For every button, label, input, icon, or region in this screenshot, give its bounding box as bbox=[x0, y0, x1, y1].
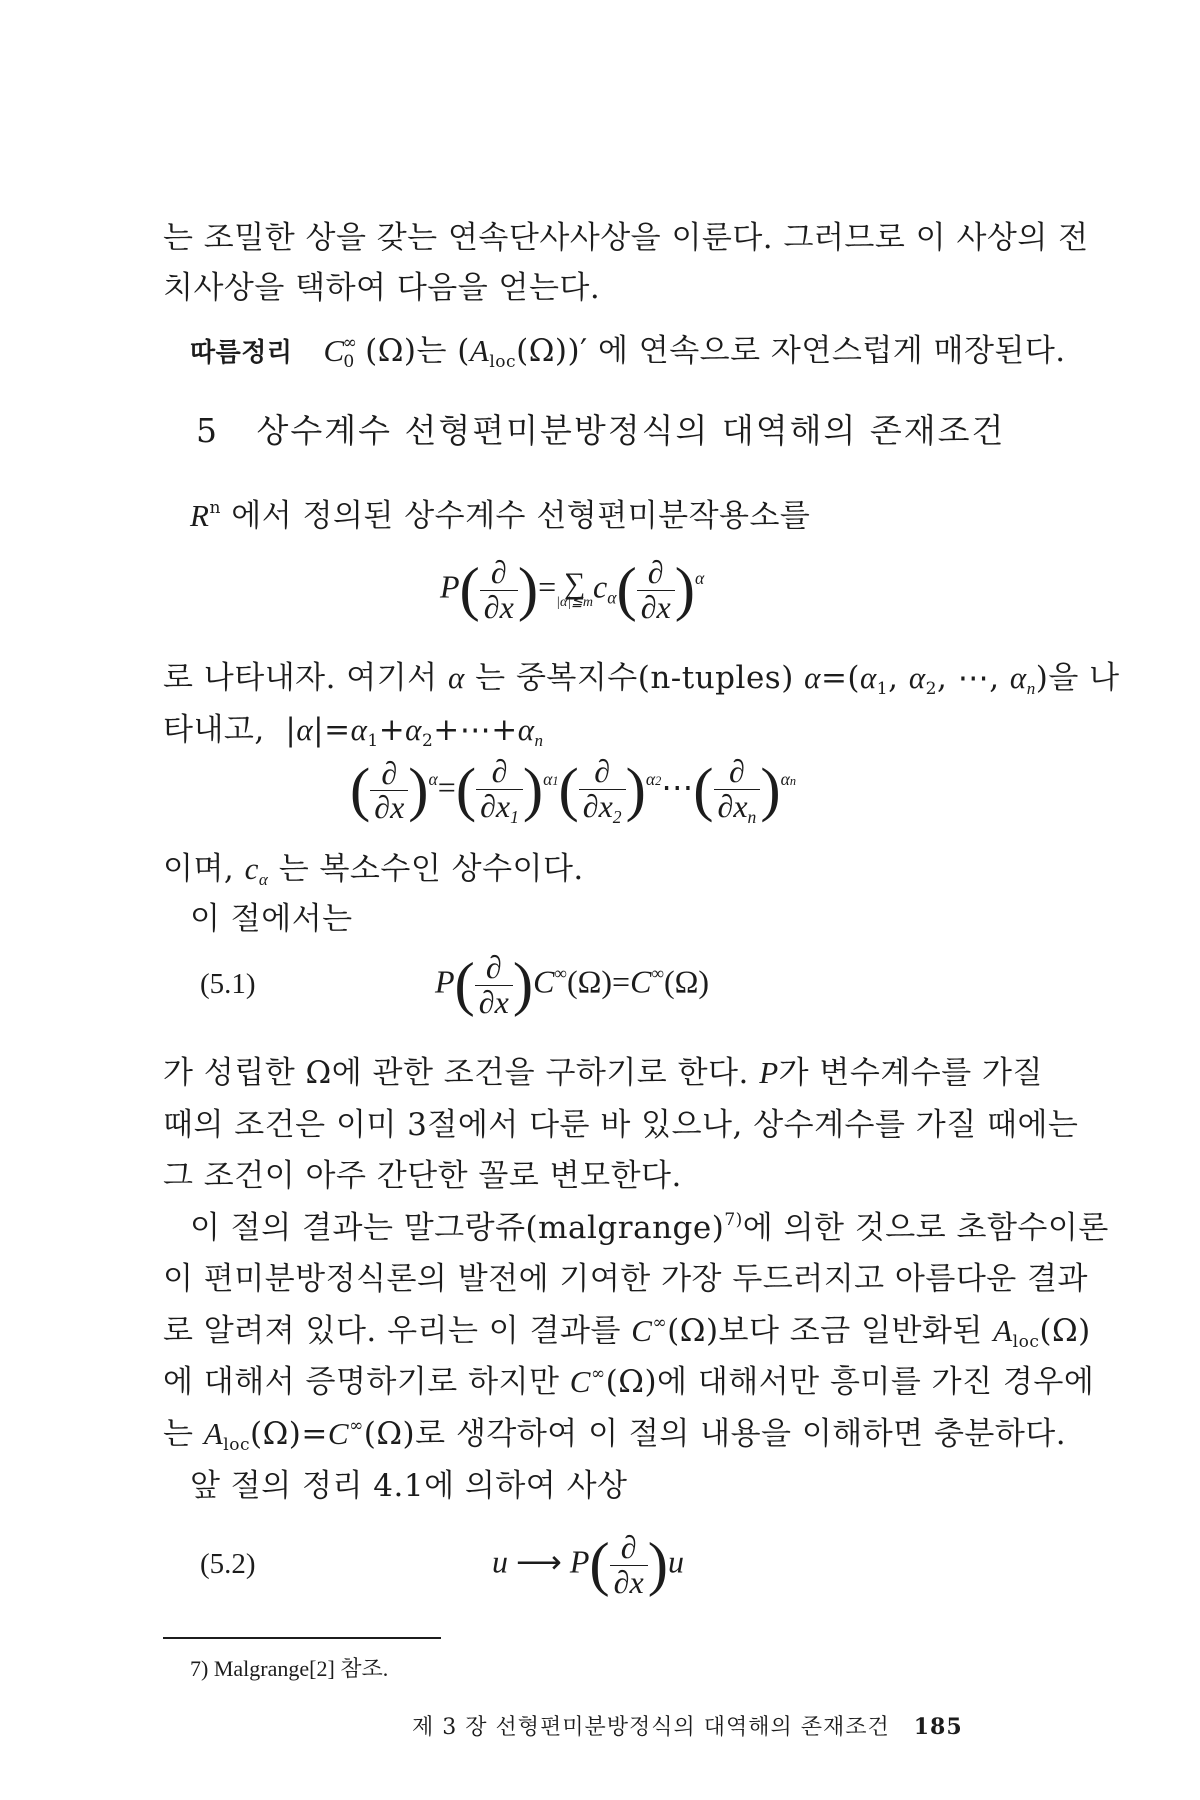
footer-chapter: 제 3 장 선형편미분방정식의 대역해의 존재조건 bbox=[412, 1715, 890, 1740]
paragraph-line: 이 절의 결과는 말그랑쥬(malgrange)$^{7)}$에 의한 것으로 초함수이론 bbox=[190, 1210, 1109, 1246]
footer-page-number: 185 bbox=[913, 1714, 963, 1740]
paragraph-line: 로 나타내자. 여기서 α 는 중복지수(n-tuples) $\alpha=(\alpha_1$, $\alpha_2$, ⋯, $\alpha_n$)을 나 bbox=[163, 660, 1120, 699]
paragraph-line: 에 대해서 증명하기로 하지만 C∞(Ω)에 대해서만 흥미를 가진 경우에 bbox=[163, 1364, 1095, 1400]
section-heading bbox=[196, 405, 1005, 452]
section-title: 상수계수 선형편미분방정식의 대역해의 존재조건 bbox=[256, 411, 1006, 450]
corollary: 따름정리 $C^\infty_0$ (Ω)는 $(A_{loc}(\Omega))'$ 에 연속으로 자연스럽게 매장된다. bbox=[190, 333, 1066, 372]
paragraph-line: 로 알려져 있다. 우리는 이 결과를 C∞(Ω)보다 조금 일반화된 $A_{loc}(\Omega)$ bbox=[163, 1313, 1091, 1352]
paragraph-line: 그 조건이 아주 간단한 꼴로 변모한다. bbox=[163, 1158, 682, 1194]
footnote: 7) Malgrange[2] 참조. bbox=[190, 1656, 389, 1681]
paragraph-line: 타내고, $|\alpha|=\alpha_1+\alpha_2+\cdots+\alpha_n$ bbox=[163, 712, 544, 751]
paragraph-line: 이며, $c_\alpha$ 는 복소수인 상수이다. bbox=[163, 851, 584, 889]
equation-5-1: P( $\frac{\partial}{\partial x}$ )C∞(Ω)=C∞(Ω) bbox=[435, 948, 710, 1020]
corollary-label: 따름정리 bbox=[190, 338, 293, 368]
equation-number: (5.1) bbox=[200, 968, 256, 1000]
paragraph-line: 가 성립한 Ω에 관한 조건을 구하기로 한다. P가 변수계수를 가질 bbox=[163, 1055, 1043, 1091]
paragraph-line: 치사상을 택하여 다음을 얻는다. bbox=[163, 270, 601, 306]
paragraph-line: 때의 조건은 이미 3절에서 다룬 바 있으나, 상수계수를 가질 때에는 bbox=[163, 1107, 1079, 1143]
equation-number: (5.2) bbox=[200, 1548, 256, 1580]
paragraph-line: 앞 절의 정리 4.1에 의하여 사상 bbox=[190, 1468, 628, 1504]
paragraph-line: $R^n$ 에서 정의된 상수계수 선형편미분작용소를 bbox=[190, 498, 811, 534]
paragraph-line: 는 조밀한 상을 갖는 연속단사사상을 이룬다. 그러므로 이 사상의 전 bbox=[163, 220, 1089, 256]
formula-multi-index: ( $\frac{\partial}{\partial x}$ )$^\alpha$=( $\frac{\partial}{\partial x_1}$ )$^{\alpha 1}$( $\frac{\partial}{\partial x_2}$ )$^{\alpha 2}$⋯( $\frac{\partial}{\partial x_n}$ )$^{\alpha n}$ bbox=[350, 753, 796, 827]
footnote-rule bbox=[163, 1637, 441, 1639]
paragraph-line: 이 편미분방정식론의 발전에 기여한 가장 두드러지고 아름다운 결과 bbox=[163, 1261, 1088, 1297]
running-footer bbox=[412, 1710, 963, 1741]
formula-operator-definition: P( $\frac{\partial}{\partial x}$ )= ∑ |α|≦m $c_\alpha$( $\frac{\partial}{\partial x}$ )$^\alpha$ bbox=[440, 553, 705, 625]
section-number: 5 bbox=[196, 411, 219, 450]
paragraph-line: 이 절에서는 bbox=[190, 901, 353, 937]
paragraph-line: 는 $A_{loc}(\Omega)=C^\infty(\Omega)$로 생각하여 이 절의 내용을 이해하면 충분하다. bbox=[163, 1416, 1067, 1455]
equation-5-2: u ⟶ P( $\frac{\partial}{\partial x}$ )u bbox=[492, 1528, 684, 1600]
